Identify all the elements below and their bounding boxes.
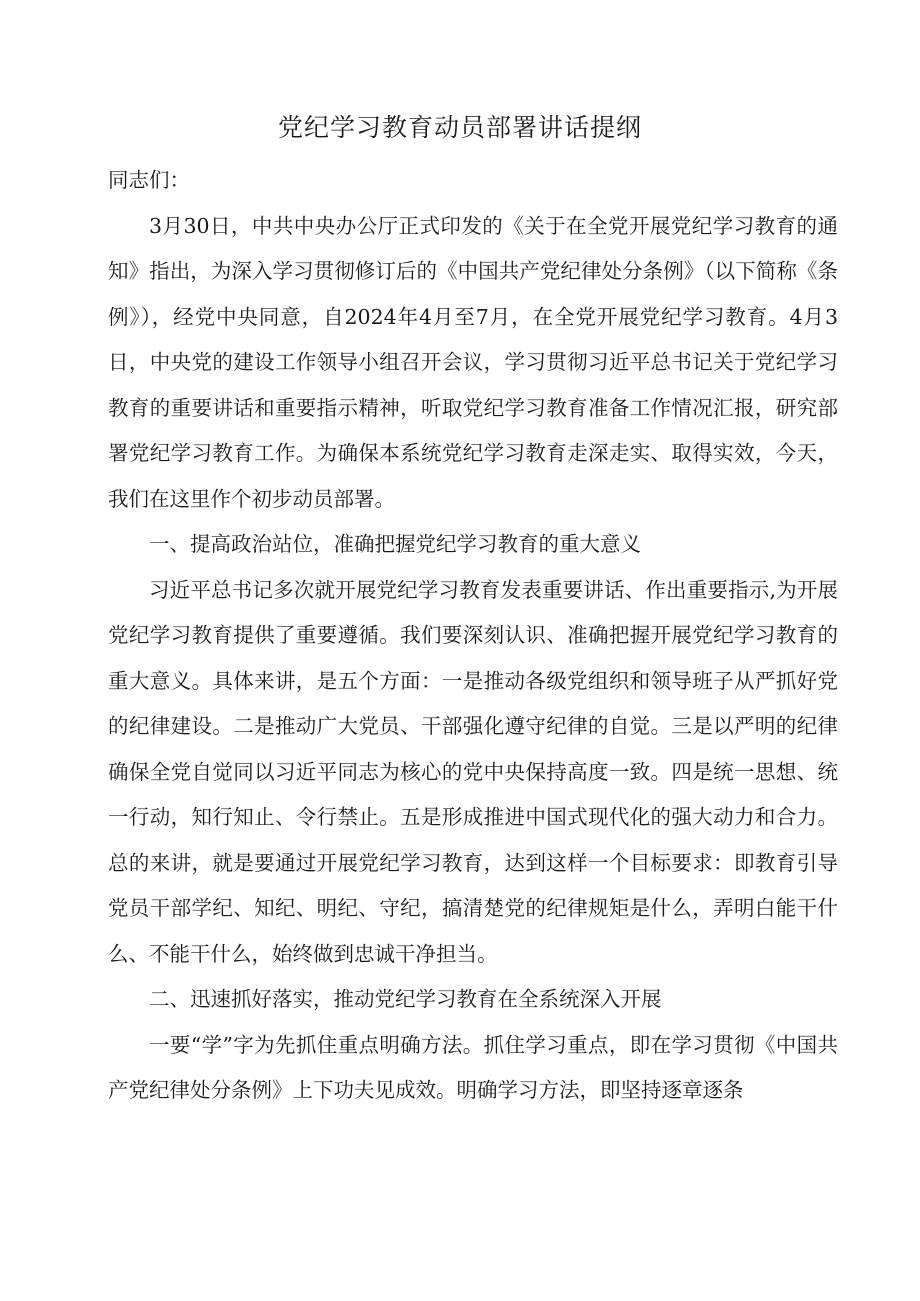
page-title: 党纪学习教育动员部署讲话提纲 bbox=[277, 113, 642, 142]
paragraph-study: 一要“学”字为先抓住重点明确方法。抓住学习重点，即在学习贯彻《中国共产党纪律处分条例》上下功夫见成效。明确学习方法，即坚持逐章逐条 bbox=[108, 1032, 838, 1102]
paragraph-intro: 3月30日，中共中央办公厅正式印发的《关于在全党开展党纪学习教育的通知》指出，为深入学习贯彻修订后的《中国共产党纪律处分条例》（以下简称《条例》），经党中央同意，自2024年4月至7月，在全党开展党纪学习教育。4月3日，中央党的建设工作领导小组召开会议，学习贯彻习近平总书记关于党纪学习教育的重要讲话和重要指示精神，听取党纪学习教育准备工作情况汇报，研究部署党纪学习教育工作。为确保本系统党纪学习教育走深走实、取得实效，今天，我们在这里作个初步动员部署。 bbox=[108, 213, 838, 511]
document-body bbox=[108, 158, 838, 1114]
paragraph-significance: 习近平总书记多次就开展党纪学习教育发表重要讲话、作出重要指示,为开展党纪学习教育提供了重要遵循。我们要深刻认识、准确把握开展党纪学习教育的重大意义。具体来讲，是五个方面：一是推动各级党组织和领导班子从严抓好党的纪律建设。二是推动广大党员、干部强化遵守纪律的自觉。三是以严明的纪律确保全党自觉同以习近平同志为核心的党中央保持高度一致。四是统一思想、统一行动，知行知止、令行禁止。五是形成推进中国式现代化的强大动力和合力。总的来讲，就是要通过开展党纪学习教育，达到这样一个目标要求：即教育引导党员干部学纪、知纪、明纪、守纪，搞清楚党的纪律规矩是什么，弄明白能干什么、不能干什么，始终做到忠诚干净担当。 bbox=[108, 577, 838, 966]
section-heading-1: 一、提高政治站位，准确把握党纪学习教育的重大意义 bbox=[149, 532, 641, 556]
greeting: 同志们： bbox=[108, 168, 190, 192]
section-heading-2: 二、迅速抓好落实，推动党纪学习教育在全系统深入开展 bbox=[149, 987, 662, 1011]
